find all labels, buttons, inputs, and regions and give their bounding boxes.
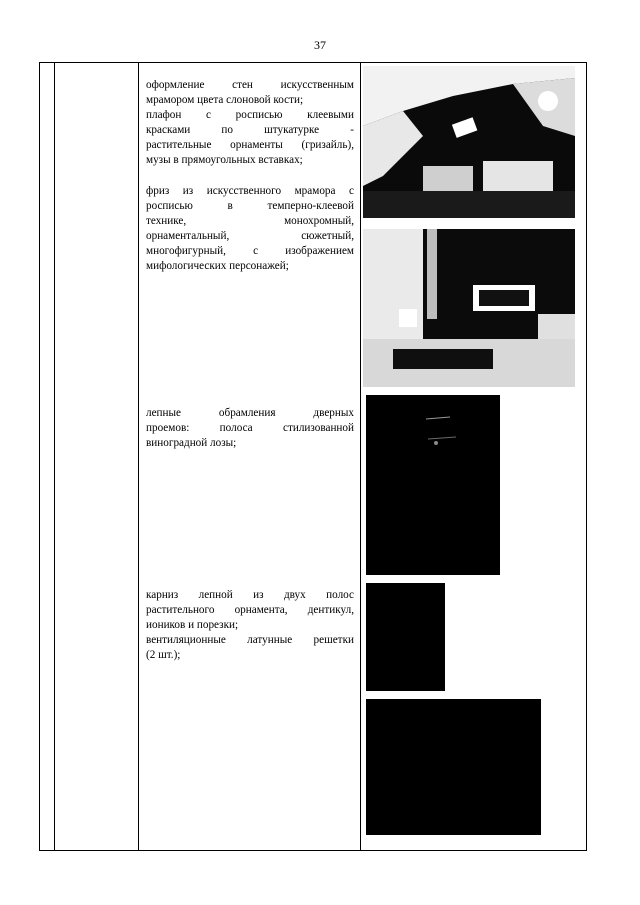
page-number: 37 [314,38,326,52]
text-line: музы в прямоугольных вставках; [146,154,303,166]
text-line: росписью в темперно-клеевой [146,200,354,212]
text-line: плафон с росписью клеевыми [146,109,354,121]
text-line: (2 шт.); [146,649,181,661]
text-line: иоников и порезки; [146,619,239,631]
text-line: фриз из искусственного мрамора с [146,185,354,197]
description-walls-ceiling [146,78,354,168]
text-line: многофигурный, с изображением [146,245,354,257]
ceiling-photo-image [363,66,575,218]
text-line: оформление стен искусственным [146,79,354,91]
text-line: карниз лепной из двух полос [146,589,354,601]
text-line: проемов: полоса стилизованной [146,422,354,434]
text-line: растительные орнаменты (гризайль), [146,139,354,151]
description-door-frames [146,406,354,451]
text-line: мифологических персонажей; [146,260,289,272]
description-cornice-grilles [146,588,354,663]
text-line: виноградной лозы; [146,437,237,449]
text-line: орнаментальный, сюжетный, [146,230,354,242]
ventilation-grille-photo [366,699,541,835]
table-column-divider [138,63,139,850]
table-column-divider [360,63,361,850]
text-line: растительного орнамента, дентикул, [146,604,354,616]
frieze-photo-image [363,229,575,387]
text-line: мрамором цвета слоновой кости; [146,94,304,106]
table-column-divider [54,63,55,850]
door-frame-photo [366,395,500,575]
cornice-photo [366,583,445,691]
document-table [39,62,587,851]
description-frieze [146,184,354,274]
text-line: вентиляционные латунные решетки [146,634,354,646]
door-frame-photo-image [366,395,500,575]
text-line: технике, монохромный, [146,215,354,227]
frieze-photo [363,229,575,387]
ceiling-photo [363,66,575,218]
text-line: красками по штукатурке - [146,124,354,136]
text-line: лепные обрамления дверных [146,407,354,419]
